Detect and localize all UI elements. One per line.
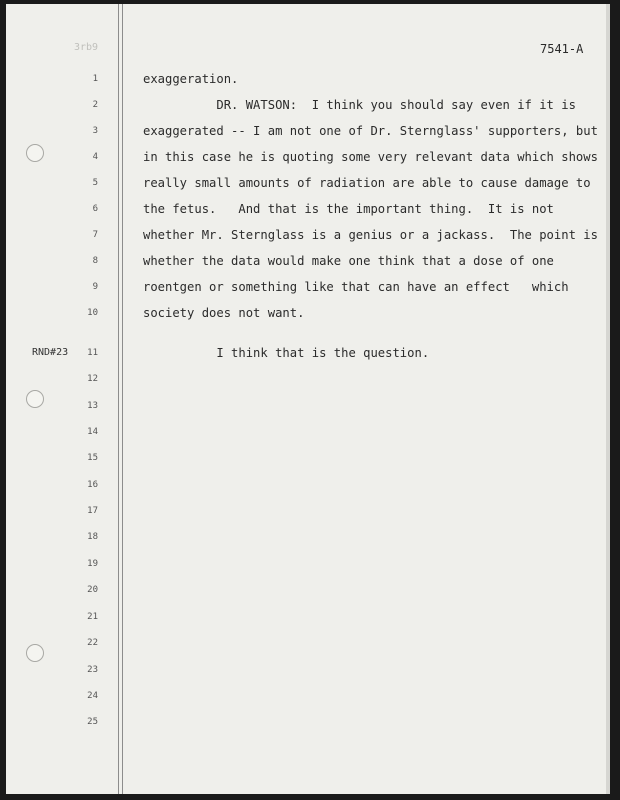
line-number: 10 <box>87 308 98 318</box>
line-number: 12 <box>87 374 98 384</box>
transcript-line: exaggeration. <box>143 72 239 86</box>
transcript-line: in this case he is quoting some very relevant data which shows <box>143 150 598 164</box>
line-number: 9 <box>92 282 98 292</box>
transcript-line: whether the data would make one think that a dose of one <box>143 254 554 268</box>
margin-rule-right <box>122 4 123 794</box>
line-number: 11 <box>87 348 98 358</box>
line-number: 5 <box>92 178 98 188</box>
transcript-line: whether Mr. Sternglass is a genius or a jackass. The point is <box>143 228 598 242</box>
transcript-page <box>6 4 610 794</box>
page-id: 3rb9 <box>74 42 99 53</box>
line-number: 21 <box>87 612 98 622</box>
transcript-line: roentgen or something like that can have an effect which <box>143 280 569 294</box>
line-number: 4 <box>92 152 98 162</box>
transcript-line: DR. WATSON: I think you should say even if it is <box>143 98 576 112</box>
punch-hole-middle <box>26 390 44 408</box>
line-number: 7 <box>92 230 98 240</box>
line-number: 14 <box>87 427 98 437</box>
punch-hole-bottom <box>26 644 44 662</box>
transcript-line: society does not want. <box>143 306 305 320</box>
line-number: 15 <box>87 453 98 463</box>
line-number: 23 <box>87 665 98 675</box>
line-number: 19 <box>87 559 98 569</box>
margin-note: RND#23 <box>32 347 69 358</box>
line-number: 8 <box>92 256 98 266</box>
line-number: 16 <box>87 480 98 490</box>
line-number: 18 <box>87 532 98 542</box>
page-edge <box>606 4 610 794</box>
line-number: 3 <box>92 126 98 136</box>
line-number: 25 <box>87 717 98 727</box>
margin-rule-left <box>118 4 119 794</box>
line-number: 6 <box>92 204 98 214</box>
line-number: 17 <box>87 506 98 516</box>
transcript-line: I think that is the question. <box>143 346 430 360</box>
line-number: 20 <box>87 585 98 595</box>
line-number: 13 <box>87 401 98 411</box>
line-number: 2 <box>92 100 98 110</box>
transcript-line: really small amounts of radiation are able to cause damage to <box>143 176 591 190</box>
punch-hole-top <box>26 144 44 162</box>
line-number: 24 <box>87 691 98 701</box>
transcript-line: the fetus. And that is the important thing. It is not <box>143 202 554 216</box>
line-number: 1 <box>92 74 98 84</box>
line-number: 22 <box>87 638 98 648</box>
transcript-line: exaggerated -- I am not one of Dr. Sternglass' supporters, but <box>143 124 598 138</box>
page-number: 7541-A <box>540 42 584 56</box>
